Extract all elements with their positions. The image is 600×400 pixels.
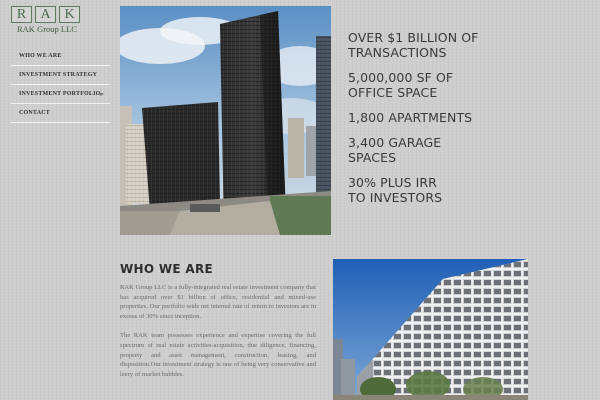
stat-garage-spaces <box>348 135 588 165</box>
nav-item-who-we-are[interactable] <box>11 47 110 66</box>
nav-item-label: INVESTMENT STRATEGY <box>19 72 98 78</box>
stat-apartments <box>348 110 588 125</box>
stat-line: 3,400 GARAGE <box>348 135 442 150</box>
stat-line: 1,800 APARTMENTS <box>348 110 473 125</box>
section-title: WHO WE ARE <box>120 262 213 276</box>
stat-line: TO INVESTORS <box>348 190 443 205</box>
stat-irr <box>348 175 588 205</box>
logo-letters <box>11 6 80 23</box>
stats-list <box>348 30 588 215</box>
who-paragraph-2: The RAK team possesses experience and expertise covering the full spectrum of real estate activities-acquisition, due diligence, financing, property and asset management, construction, leasing, and disposition.Our investment strategy is one of being very conservative and leery of market bubbles. <box>120 332 316 378</box>
skyscraper-photo <box>120 6 331 235</box>
nav-item-label: CONTACT <box>19 110 50 116</box>
stat-transactions <box>348 30 588 60</box>
nav-item-investment-portfolio[interactable] <box>11 85 110 104</box>
chevron-down-icon[interactable] <box>98 93 104 96</box>
nav-item-contact[interactable] <box>11 104 110 123</box>
who-we-are-section <box>120 262 316 389</box>
who-paragraph-1: RAK Group LLC is a fully-integrated real estate investment company that has acquired over $1 billion of office, residential and mixed-use properties. Our portfolio wide net internal rate of return to investors are in excess of 30% since inception. <box>120 284 316 320</box>
main-nav <box>11 47 110 123</box>
nav-item-investment-strategy[interactable] <box>11 66 110 85</box>
stat-line: OFFICE SPACE <box>348 85 438 100</box>
logo[interactable] <box>11 6 80 34</box>
apartment-building-photo <box>333 259 528 400</box>
company-name: RAK Group LLC <box>17 24 77 34</box>
logo-letter-a: A <box>35 6 56 23</box>
nav-item-label: WHO WE ARE <box>19 53 62 59</box>
logo-letter-k: K <box>59 6 80 23</box>
logo-letter-r: R <box>11 6 32 23</box>
stat-line: TRANSACTIONS <box>348 45 447 60</box>
stat-line: SPACES <box>348 150 397 165</box>
stat-line: 5,000,000 SF OF <box>348 70 454 85</box>
stat-line: 30% PLUS IRR <box>348 175 437 190</box>
stat-office-space <box>348 70 588 100</box>
stat-line: OVER $1 BILLION OF <box>348 30 479 45</box>
nav-item-label: INVESTMENT PORTFOLIO <box>19 91 101 97</box>
